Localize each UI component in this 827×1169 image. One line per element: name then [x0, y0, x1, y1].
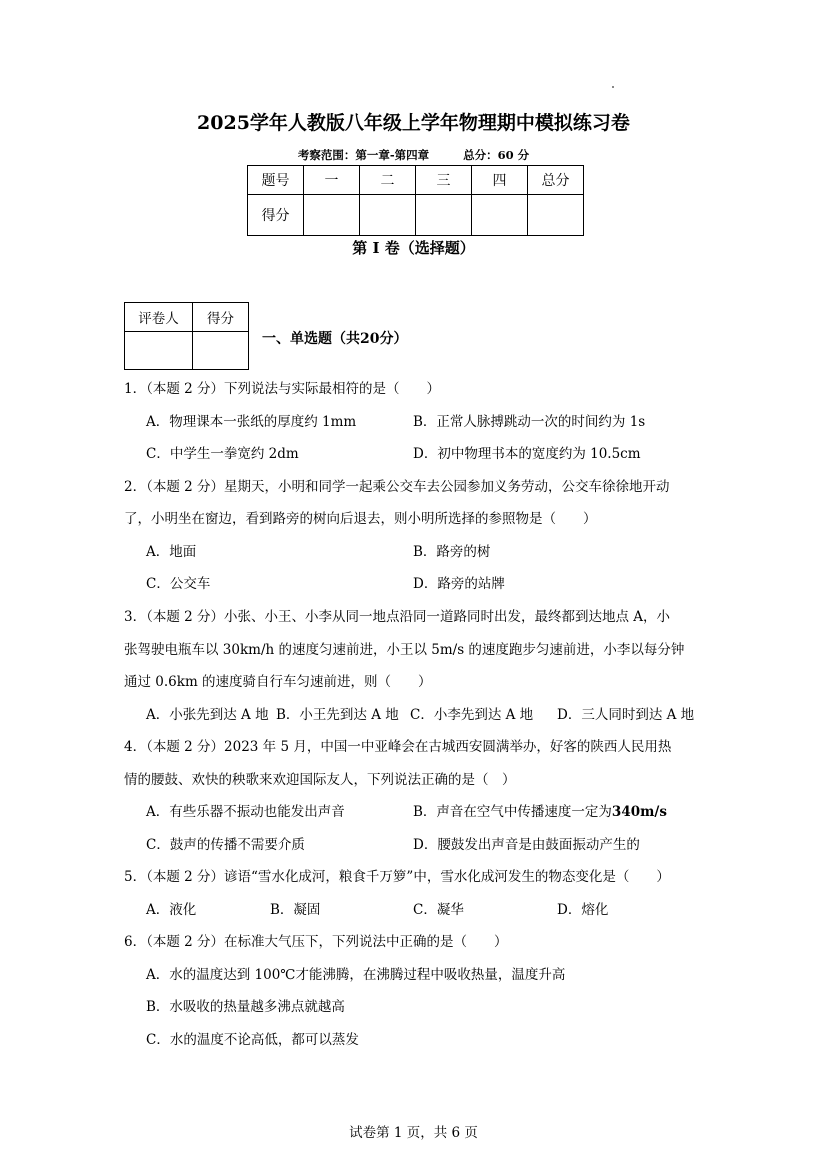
score-table — [247, 165, 584, 236]
q5-option-a[interactable]: A．液化 — [146, 902, 197, 918]
score-header-cell: 三 — [416, 166, 472, 195]
q1-option-a[interactable]: A．物理课本一张纸的厚度约 1mm — [146, 414, 357, 430]
exam-title: 2025学年人教版八年级上学年物理期中模拟练习卷 — [197, 112, 630, 134]
grader-label: 评卷人 — [125, 303, 193, 332]
grader-box — [124, 302, 249, 370]
score-header-cell: 一 — [304, 166, 360, 195]
q5-option-b[interactable]: B．凝固 — [270, 902, 321, 918]
q3-option-a[interactable]: A．小张先到达 A 地 — [146, 707, 269, 723]
score-input-cell[interactable] — [304, 195, 360, 236]
q4-option-d[interactable]: D．腰鼓发出声音是由鼓面振动产生的 — [413, 837, 640, 853]
score-header-cell: 总分 — [528, 166, 584, 195]
question-5-stem: 5．（本题 2 分）谚语“雪水化成河，粮食千万箩”中，雪水化成河发生的物态变化是（ ） — [124, 869, 670, 885]
question-3-stem-cont: 张驾驶电瓶车以 30km/h 的速度匀速前进，小王以 5m/s 的速度跑步匀速前进，小李以每分钟 — [124, 642, 685, 658]
q4-option-b-value: 340m/s — [611, 804, 667, 820]
question-4-stem: 4．（本题 2 分）2023 年 5 月，中国一中亚峰会在古城西安圆满举办，好客的陕西人民用热 — [124, 739, 672, 755]
page-footer: 试卷第 1 页，共 6 页 — [349, 1125, 478, 1141]
q5-option-d[interactable]: D．熔化 — [557, 902, 609, 918]
question-4-stem-cont: 情的腰鼓、欢快的秧歌来欢迎国际友人，下列说法正确的是（ ） — [124, 772, 516, 788]
q5-option-c[interactable]: C．凝华 — [413, 902, 464, 918]
volume-title: 第 I 卷（选择题） — [352, 239, 475, 257]
question-2-stem-cont: 了，小明坐在窗边，看到路旁的树向后退去，则小明所选择的参照物是（ ） — [124, 511, 597, 527]
question-3-stem: 3．（本题 2 分）小张、小王、小李从同一地点沿同一道路同时出发，最终都到达地点 A，小 — [124, 609, 671, 625]
q4-option-b-text: B．声音在空气中传播速度一定为 — [413, 804, 612, 820]
q3-option-d[interactable]: D．三人同时到达 A 地 — [557, 707, 695, 723]
q4-option-a[interactable]: A．有些乐器不振动也能发出声音 — [146, 804, 345, 820]
exam-total: 总分：60 分 — [463, 148, 530, 162]
question-6-stem: 6．（本题 2 分）在标准大气压下，下列说法中正确的是（ ） — [124, 934, 508, 950]
score-row-label: 得分 — [248, 195, 304, 236]
score-header-cell: 二 — [360, 166, 416, 195]
question-1-stem: 1．（本题 2 分）下列说法与实际最相符的是（ ） — [124, 381, 441, 397]
score-input-cell[interactable] — [528, 195, 584, 236]
q4-option-b[interactable] — [413, 800, 667, 820]
score-header-cell: 题号 — [248, 166, 304, 195]
exam-scope: 考察范围：第一章-第四章 — [297, 148, 430, 162]
section-title: 一、单选题（共20分） — [262, 331, 408, 347]
exam-subtitle — [0, 147, 827, 163]
grader-score-label: 得分 — [193, 303, 249, 332]
q6-option-c[interactable]: C．水的温度不论高低，都可以蒸发 — [146, 1032, 359, 1048]
score-input-cell[interactable] — [472, 195, 528, 236]
q3-option-b[interactable]: B．小王先到达 A 地 — [276, 707, 399, 723]
q1-option-c[interactable]: C．中学生一拳宽约 2dm — [146, 446, 299, 462]
score-input-cell[interactable] — [360, 195, 416, 236]
q2-option-c[interactable]: C．公交车 — [146, 576, 211, 592]
grader-input-cell[interactable] — [125, 332, 193, 370]
q4-option-c[interactable]: C．鼓声的传播不需要介质 — [146, 837, 305, 853]
question-2-stem: 2．（本题 2 分）星期天，小明和同学一起乘公交车去公园参加义务劳动，公交车徐徐地开动 — [124, 479, 670, 495]
q2-option-a[interactable]: A．地面 — [146, 544, 197, 560]
q6-option-b[interactable]: B．水吸收的热量越多沸点就越高 — [146, 999, 345, 1015]
q1-option-b[interactable]: B．正常人脉搏跳动一次的时间约为 1s — [413, 414, 646, 430]
q6-option-a[interactable]: A．水的温度达到 100℃才能沸腾，在沸腾过程中吸收热量，温度升高 — [146, 967, 566, 983]
question-3-stem-cont: 通过 0.6km 的速度骑自行车匀速前进，则（ ） — [124, 674, 432, 690]
q1-option-d[interactable]: D．初中物理书本的宽度约为 10.5cm — [413, 446, 641, 462]
score-header-cell: 四 — [472, 166, 528, 195]
q2-option-b[interactable]: B．路旁的树 — [413, 544, 491, 560]
score-input-cell[interactable] — [416, 195, 472, 236]
q3-option-c[interactable]: C．小李先到达 A 地 — [410, 707, 534, 723]
grader-score-input-cell[interactable] — [193, 332, 249, 370]
corner-dot — [612, 86, 614, 88]
q2-option-d[interactable]: D．路旁的站牌 — [413, 576, 505, 592]
